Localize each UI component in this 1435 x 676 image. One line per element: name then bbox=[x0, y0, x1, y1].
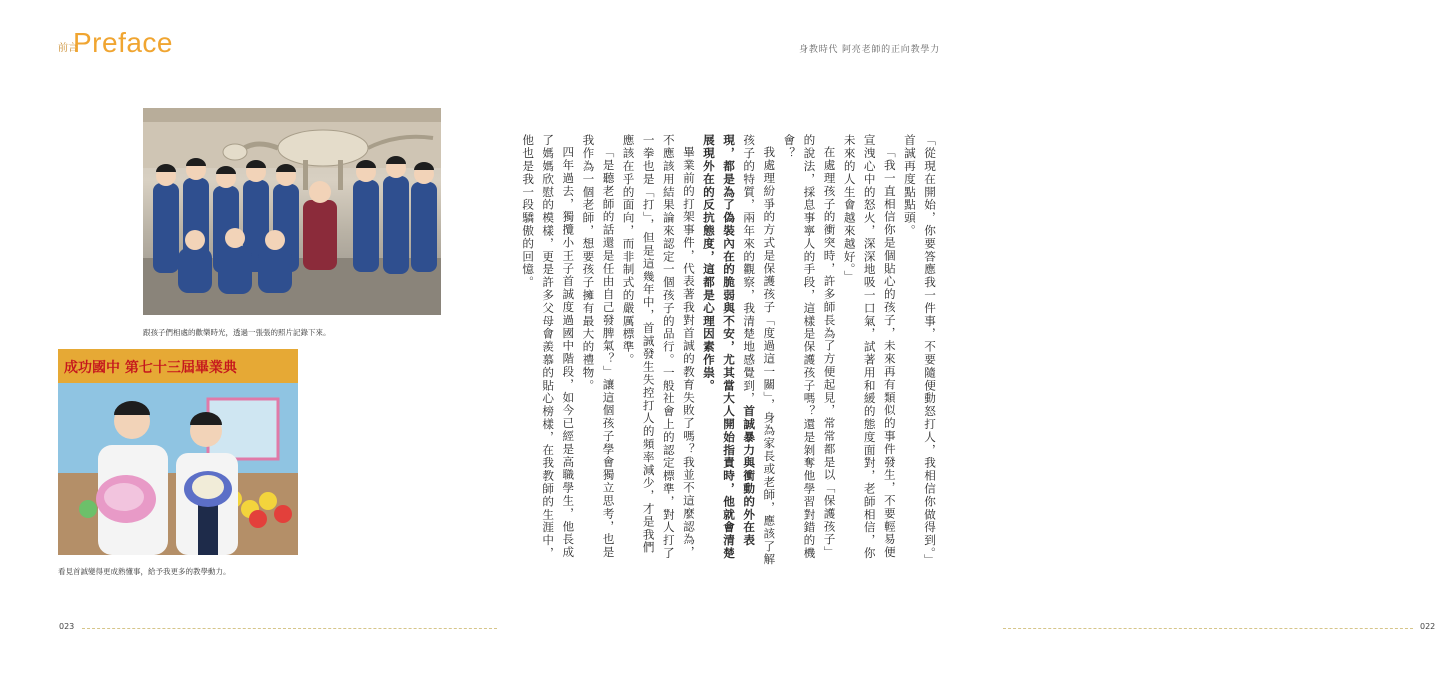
photo1-caption: 跟孩子們相處的歡樂時光，透過一張張的照片記錄下來。 bbox=[143, 328, 331, 337]
body-paragraph bbox=[779, 134, 839, 566]
photo-students-dinosaur bbox=[143, 108, 441, 315]
photo2-caption: 看見首誠變得更成熟懂事，給予我更多的教學動力。 bbox=[58, 567, 231, 576]
header-book-title: 身教時代 阿亮老師的正向教學力 bbox=[799, 45, 940, 55]
page-number-right: 022 bbox=[1420, 622, 1435, 631]
header-section-label: 前言 bbox=[58, 43, 78, 54]
left-page bbox=[0, 0, 500, 676]
body-paragraph-text: 我處理紛爭的方式是保護孩子「度過這一關」，身為家長或老師，應該了解孩子的特質，兩年來的觀察，我清楚地感覺到， bbox=[742, 134, 777, 566]
photo-students-dinosaur-illustration bbox=[143, 108, 441, 315]
body-paragraph bbox=[619, 134, 699, 566]
header-title: Preface bbox=[73, 27, 173, 58]
body-paragraph-text: 四年過去，獨攬小王子首誠度過國中階段，如今已經是高職學生，他長成了媽媽欣慰的模樣，更是許多父母會羨慕的貼心榜樣，在我教師的生涯中，他也是我一段驕傲的回憶。 bbox=[521, 134, 576, 560]
body-paragraph-emphasis: 首誠暴力與衝動的外在表現，都是為了偽裝內在的脆弱與不安，尤其當大人開始指責時，他就會清楚展現外在的反抗態度，這都是心理因素作祟。 bbox=[701, 134, 757, 560]
body-paragraph-text: 「我一直相信你是個貼心的孩子，未來再有類似的事件發生，不要輕易便宣洩心中的怒火，深深地吸一口氣，試著用和緩的態度面對，老師相信，你未來的人生會越來越好。」 bbox=[842, 134, 897, 560]
body-paragraph-text: 在處理孩子的衝突時，許多師長為了方便起見，常常都是以「保護孩子」的說法，採息事寧人的手段，這樣是保護孩子嗎？還是剝奪他學習對錯的機會？ bbox=[782, 134, 837, 560]
photo-graduation bbox=[58, 349, 298, 555]
body-paragraph-text: 畢業前的打架事件，代表著我對首誠的教育失敗了嗎？我並不這麼認為，不應該用結果論來認定一個孩子的品行。一般社會上的認定標準，對人打了一拳也是「打」，但是這幾年中，首誠發生失控打人的頻率減少，才是我們應該在乎的面向，而非制式的嚴厲標準。 bbox=[621, 134, 696, 560]
page-number-left: 023 bbox=[59, 622, 75, 631]
graduation-banner: 成功國中 第七十三屆畢業典 bbox=[64, 360, 237, 376]
body-paragraph-text: 「從現在開始，你要答應我一件事，不要隨便動怒打人，我相信你做得到。」首誠再度點點頭。 bbox=[902, 134, 937, 561]
footer-divider-left bbox=[82, 628, 497, 629]
body-paragraph bbox=[840, 134, 900, 566]
body-paragraph bbox=[578, 134, 618, 566]
footer-divider-right bbox=[1003, 628, 1413, 629]
body-paragraph bbox=[518, 134, 578, 566]
photo-graduation-illustration bbox=[58, 349, 298, 555]
body-paragraph-text: 「是聽老師的話還是任由自己發脾氣？」讓這個孩子學會獨立思考，也是我作為一個老師，想要孩子擁有最大的禮物。 bbox=[581, 134, 616, 559]
body-text bbox=[521, 134, 940, 566]
body-paragraph bbox=[699, 134, 779, 566]
body-paragraph bbox=[900, 134, 940, 566]
